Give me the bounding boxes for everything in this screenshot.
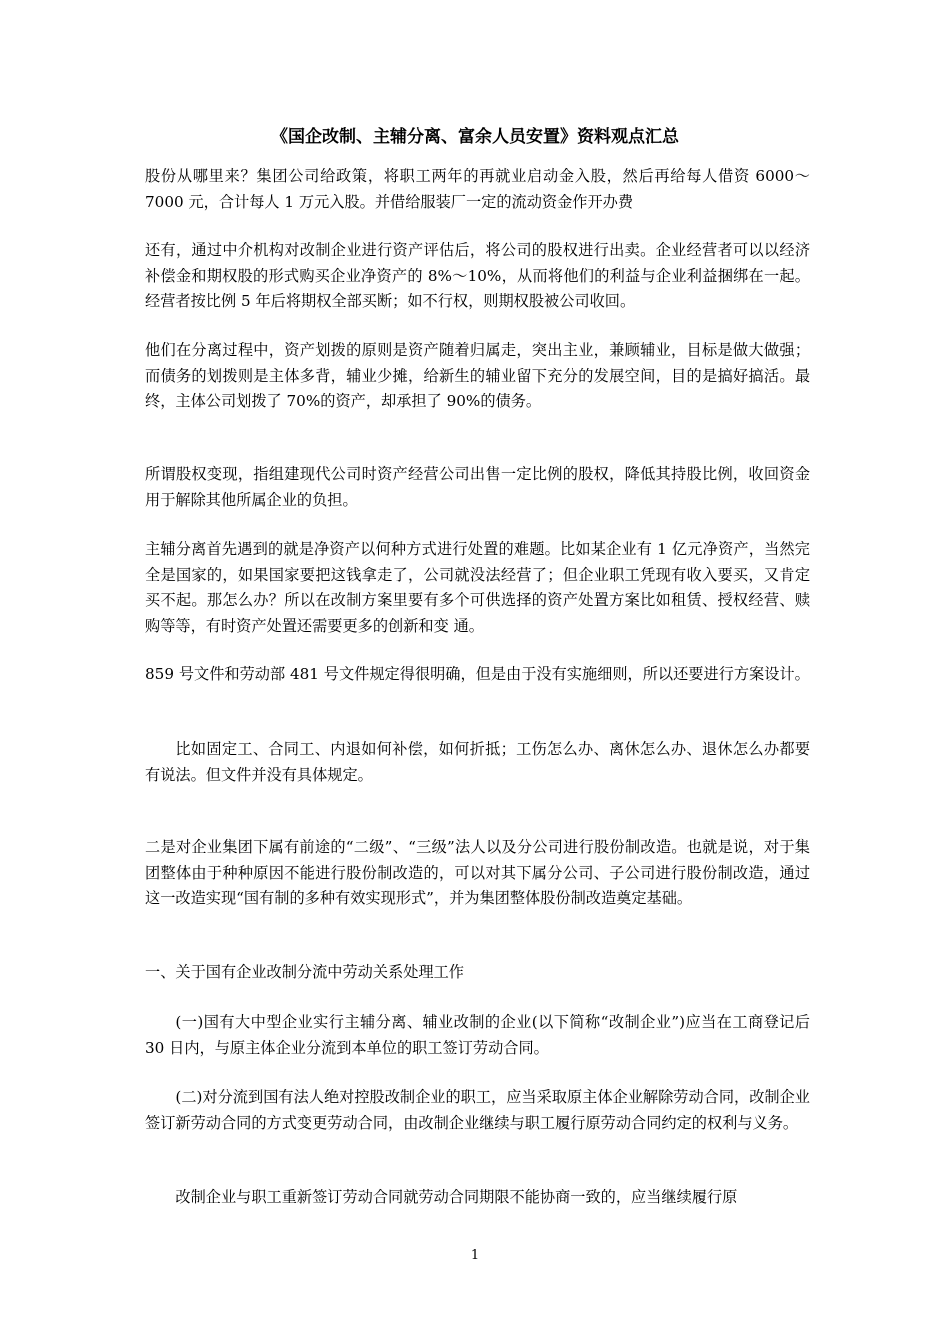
paragraph: 他们在分离过程中，资产划拨的原则是资产随着归属走，突出主业，兼顾辅业，目标是做大做强；而债务的划拨则是主体多背，辅业少摊，给新生的辅业留下充分的发展空间，目的是搞好搞活。最终，主体公司划拨了 70%的资产，却承担了 90%的债务。 bbox=[145, 341, 810, 410]
page-number: 1 bbox=[470, 1248, 480, 1263]
paragraph: 所谓股权变现，指组建现代公司时资产经营公司出售一定比例的股权，降低其持股比例，收回资金用于解除其他所属企业的负担。 bbox=[145, 465, 810, 509]
paragraph: (一)国有大中型企业实行主辅分离、辅业改制的企业(以下简称“改制企业”)应当在工商登记后 30 日内，与原主体企业分流到本单位的职工签订劳动合同。 bbox=[145, 1013, 810, 1057]
section-heading: 一、关于国有企业改制分流中劳动关系处理工作 bbox=[145, 963, 464, 981]
document-title: 《国企改制、主辅分离、富余人员安置》资料观点汇总 bbox=[271, 127, 679, 147]
paragraph: 主辅分离首先遇到的就是净资产以何种方式进行处置的难题。比如某企业有 1 亿元净资产，当然完全是国家的，如果国家要把这钱拿走了，公司就没法经营了；但企业职工凭现有收入要买，又肯定买不起。那怎么办？所以在改制方案里要有多个可供选择的资产处置方案比如租赁、授权经营、赎购等等，有时资产处置还需要更多的创新和变 通。 bbox=[145, 540, 810, 635]
paragraph: 比如固定工、合同工、内退如何补偿，如何折抵；工伤怎么办、离休怎么办、退休怎么办都要有说法。但文件并没有具体规定。 bbox=[145, 740, 810, 784]
paragraph: 改制企业与职工重新签订劳动合同就劳动合同期限不能协商一致的，应当继续履行原 bbox=[175, 1188, 738, 1206]
paragraph: 还有，通过中介机构对改制企业进行资产评估后，将公司的股权进行出卖。企业经营者可以以经济补偿金和期权股的形式购买企业净资产的 8%～10%，从而将他们的利益与企业利益捆绑在一起。经营者按比例 5 年后将期权全部买断；如不行权，则期权股被公司收回。 bbox=[145, 241, 810, 310]
paragraph: 股份从哪里来？集团公司给政策，将职工两年的再就业启动金入股，然后再给每人借资 6000～7000 元，合计每人 1 万元入股。并借给服装厂一定的流动资金作开办费 bbox=[145, 167, 810, 211]
paragraph: 二是对企业集团下属有前途的“二级”、“三级”法人以及分公司进行股份制改造。也就是说，对于集团整体由于种种原因不能进行股份制改造的，可以对其下属分公司、子公司进行股份制改造，通过这一改造实现“国有制的多种有效实现形式”，并为集团整体股份制改造奠定基础。 bbox=[145, 838, 810, 907]
paragraph: (二)对分流到国有法人绝对控股改制企业的职工，应当采取原主体企业解除劳动合同，改制企业签订新劳动合同的方式变更劳动合同，由改制企业继续与职工履行原劳动合同约定的权利与义务。 bbox=[145, 1088, 810, 1132]
paragraph: 859 号文件和劳动部 481 号文件规定得很明确，但是由于没有实施细则，所以还要进行方案设计。 bbox=[145, 665, 810, 683]
